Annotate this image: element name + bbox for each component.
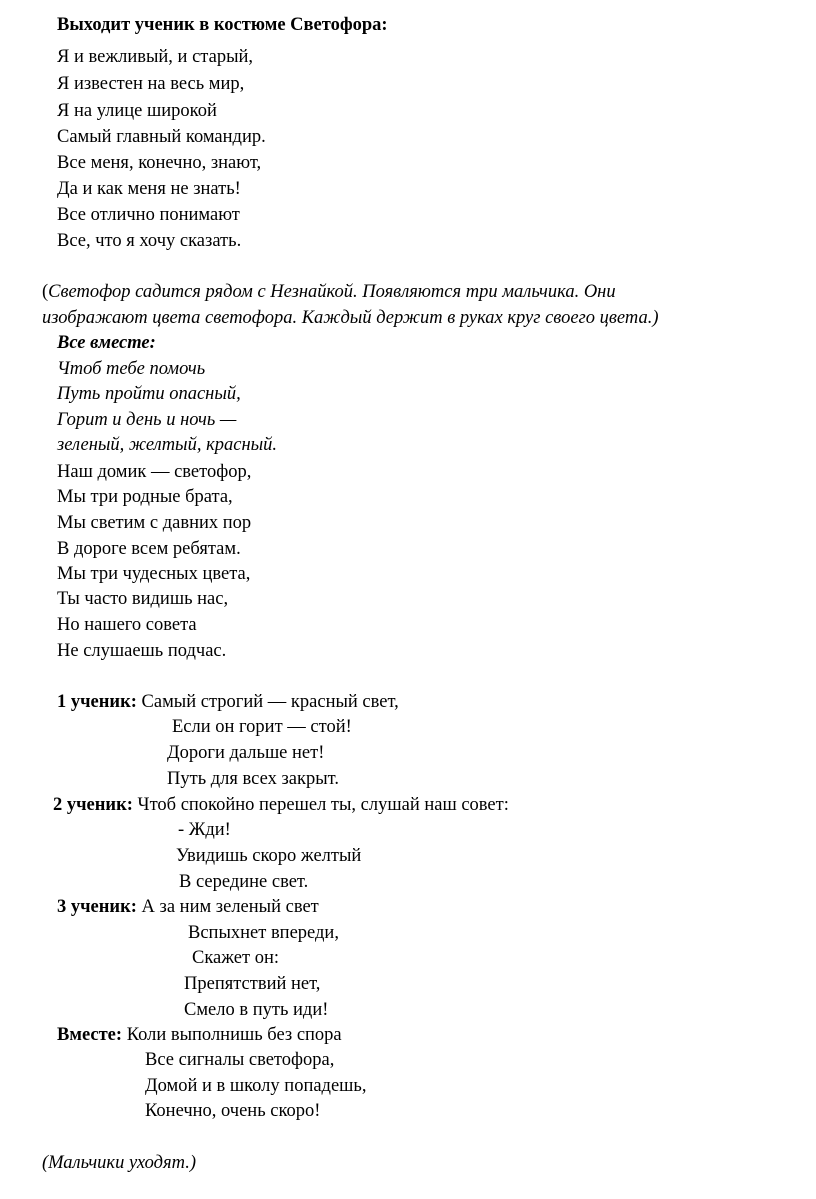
verse-line: В дороге всем ребятам. bbox=[57, 539, 241, 559]
verse-line: Все, что я хочу сказать. bbox=[57, 231, 242, 251]
verse-line: Смело в путь иди! bbox=[184, 1000, 329, 1020]
stage-direction: (Мальчики уходят.) bbox=[42, 1153, 196, 1173]
verse-line: Увидишь скоро желтый bbox=[176, 846, 362, 866]
verse-line: Путь пройти опасный, bbox=[57, 384, 241, 404]
verse-line: - Жди! bbox=[178, 820, 231, 840]
verse-line: Препятствий нет, bbox=[184, 974, 321, 994]
speaker-label: 2 ученик: bbox=[53, 795, 133, 815]
verse-line: Все отлично понимают bbox=[57, 205, 240, 225]
stage-direction-paren: ( bbox=[42, 282, 49, 302]
speaker-label: 1 ученик: bbox=[57, 692, 137, 712]
student3-first-line bbox=[57, 898, 319, 917]
verse-line: Вспыхнет впереди, bbox=[188, 923, 339, 943]
verse-text: Коли выполнишь без спора bbox=[122, 1025, 342, 1045]
verse-line: Конечно, очень скоро! bbox=[145, 1101, 321, 1121]
verse-line: Да и как меня не знать! bbox=[57, 179, 241, 199]
verse-line: В середине свет. bbox=[179, 872, 309, 892]
verse-line: Мы три родные брата, bbox=[57, 487, 233, 507]
verse-line: Все сигналы светофора, bbox=[145, 1050, 335, 1070]
student1-first-line bbox=[57, 693, 399, 712]
stage-direction bbox=[42, 283, 616, 302]
verse-line: Я на улице широкой bbox=[57, 101, 217, 121]
intro-heading: Выходит ученик в костюме Светофора: bbox=[57, 15, 388, 35]
verse-line: Дороги дальше нет! bbox=[167, 743, 325, 763]
stage-direction-line: изображают цвета светофора. Каждый держит в руках круг своего цвета.) bbox=[42, 308, 659, 328]
verse-line: Я известен на весь мир, bbox=[57, 74, 245, 94]
verse-line: Я и вежливый, и старый, bbox=[57, 47, 254, 67]
speaker-label: 3 ученик: bbox=[57, 897, 137, 917]
verse-line: Домой и в школу попадешь, bbox=[145, 1076, 367, 1096]
verse-text: Самый строгий — красный свет, bbox=[136, 692, 399, 712]
speaker-label: Все вместе: bbox=[57, 333, 156, 353]
verse-line: Мы три чудесных цвета, bbox=[57, 564, 251, 584]
verse-line: Скажет он: bbox=[192, 948, 280, 968]
verse-line: Путь для всех закрыт. bbox=[167, 769, 339, 789]
verse-line: Ты часто видишь нас, bbox=[57, 589, 229, 609]
verse-line: Не слушаешь подчас. bbox=[57, 641, 227, 661]
verse-line: Самый главный командир. bbox=[57, 127, 266, 147]
together2-first-line bbox=[57, 1026, 342, 1045]
speaker-label: Вместе: bbox=[57, 1025, 123, 1045]
verse-line: зеленый, желтый, красный. bbox=[57, 435, 278, 455]
student2-first-line bbox=[53, 796, 509, 815]
stage-direction-text: Светофор садится рядом с Незнайкой. Появляются три мальчика. Они bbox=[48, 282, 616, 302]
verse-text: А за ним зеленый свет bbox=[136, 897, 319, 917]
verse-line: Наш домик — светофор, bbox=[57, 462, 252, 482]
verse-line: Но нашего совета bbox=[57, 615, 197, 635]
verse-text: Чтоб спокойно перешел ты, слушай наш совет: bbox=[132, 795, 509, 815]
verse-line: Все меня, конечно, знают, bbox=[57, 153, 262, 173]
verse-line: Мы светим с давних пор bbox=[57, 513, 252, 533]
verse-line: Если он горит — стой! bbox=[172, 717, 352, 737]
verse-line: Чтоб тебе помочь bbox=[57, 359, 206, 379]
verse-line: Горит и день и ночь — bbox=[57, 410, 237, 430]
